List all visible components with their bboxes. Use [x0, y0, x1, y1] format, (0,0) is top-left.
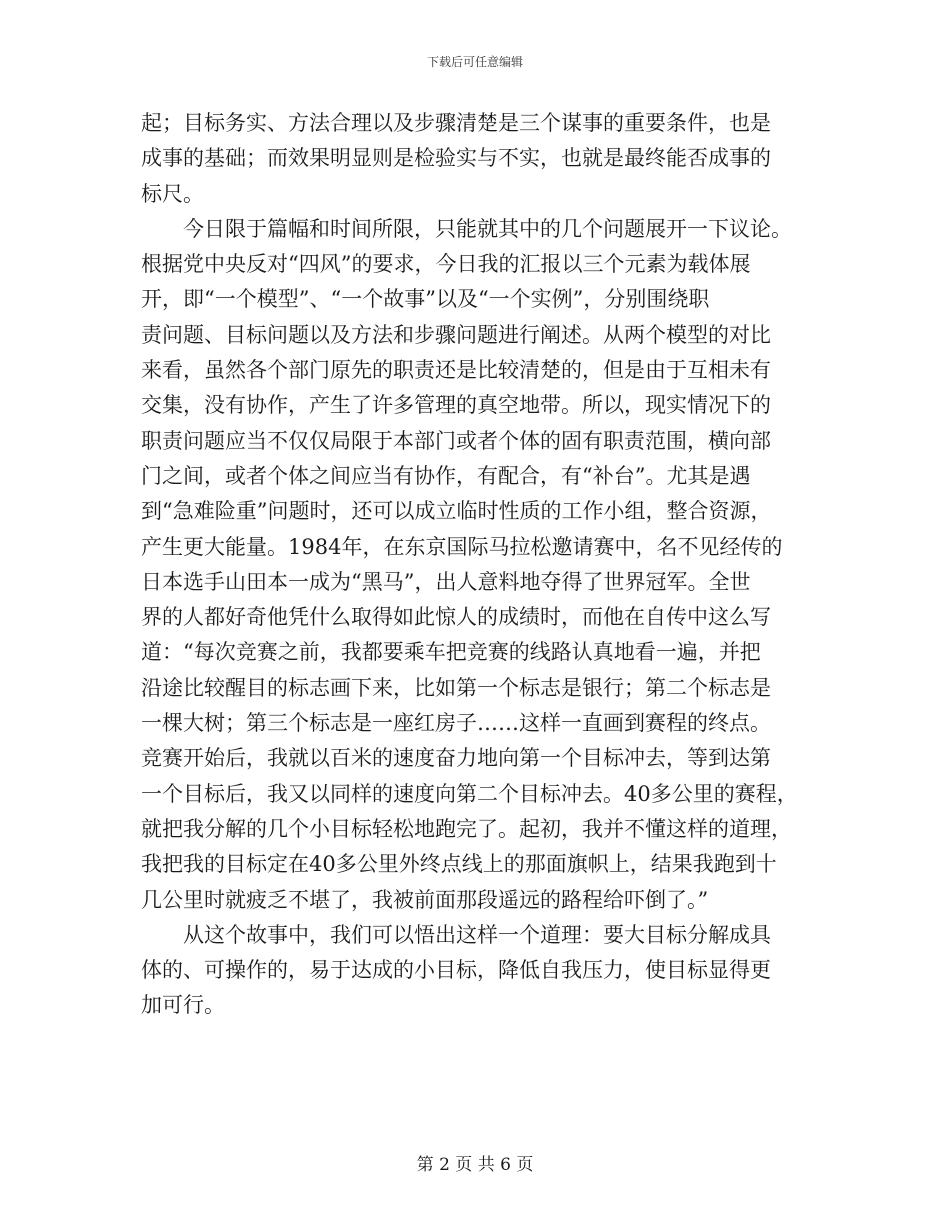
- text-line: 来看，虽然各个部门原先的职责还是比较清楚的，但是由于互相未有: [141, 358, 771, 383]
- text-line: 体的、可操作的，易于达成的小目标，降低自我压力，使目标显得更: [141, 958, 771, 983]
- text-line: 一个目标后，我又以同样的速度向第二个目标冲去。40多公里的赛程，: [141, 781, 798, 806]
- text-line: 我把我的目标定在40多公里外终点线上的那面旗帜上，结果我跑到十: [141, 852, 777, 877]
- text-line: 沿途比较醒目的标志画下来，比如第一个标志是银行；第二个标志是: [141, 675, 771, 700]
- text-line: 开，即“一个模型”、“一个故事”以及“一个实例”，分别围绕职: [141, 287, 710, 312]
- text-line: 根据党中央反对“四风”的要求，今日我的汇报以三个元素为载体展: [141, 252, 751, 277]
- paragraph: [141, 106, 821, 212]
- text-line: 职责问题应当不仅仅局限于本部门或者个体的固有职责范围，横向部: [141, 428, 771, 453]
- text-line: 界的人都好奇他凭什么取得如此惊人的成绩时，而他在自传中这么写: [141, 605, 771, 630]
- text-line: 到“急难险重”问题时，还可以成立临时性质的工作小组，整合资源，: [141, 499, 772, 524]
- text-line: 起；目标务实、方法合理以及步骤清楚是三个谋事的重要条件，也是: [141, 111, 771, 135]
- text-line: 几公里时就疲乏不堪了，我被前面那段遥远的路程给吓倒了。”: [141, 887, 709, 912]
- page-number: 第 2 页 共 6 页: [416, 1155, 534, 1175]
- text-line: 一棵大树；第三个标志是一座红房子……这样一直画到赛程的终点。: [141, 711, 771, 736]
- text-line: 竞赛开始后，我就以百米的速度奋力地向第一个目标冲去，等到达第: [141, 746, 771, 771]
- text-line: 日本选手山田本一成为“黑马”，出人意料地夺得了世界冠军。全世: [141, 569, 751, 594]
- text-line: 道：“每次竞赛之前，我都要乘车把竞赛的线路认真地看一遍，并把: [141, 640, 761, 665]
- text-line: 产生更大能量。1984年，在东京国际马拉松邀请赛中，名不见经传的: [141, 534, 783, 559]
- text-line: 责问题、目标问题以及方法和步骤问题进行阐述。从两个模型的对比: [141, 322, 771, 347]
- body-text: [141, 106, 821, 1024]
- text-line: 加可行。: [141, 993, 225, 1018]
- paragraph: [141, 918, 821, 1024]
- text-line: 交集，没有协作，产生了许多管理的真空地带。所以，现实情况下的: [141, 393, 771, 418]
- text-line: 就把我分解的几个小目标轻松地跑完了。起初，我并不懂这样的道理，: [141, 816, 792, 841]
- paragraph: [141, 212, 821, 918]
- text-line: 今日限于篇幅和时间所限，只能就其中的几个问题展开一下议论。: [141, 216, 792, 241]
- text-line: 门之间，或者个体之间应当有协作，有配合，有“补台”。尤其是遇: [141, 463, 751, 488]
- text-line: 标尺。: [141, 181, 204, 206]
- text-line: 从这个故事中，我们可以悟出这样一个道理：要大目标分解成具: [141, 922, 771, 947]
- text-line: 成事的基础；而效果明显则是检验实与不实，也就是最终能否成事的: [141, 146, 771, 171]
- page-header: 下载后可任意编辑: [426, 55, 523, 69]
